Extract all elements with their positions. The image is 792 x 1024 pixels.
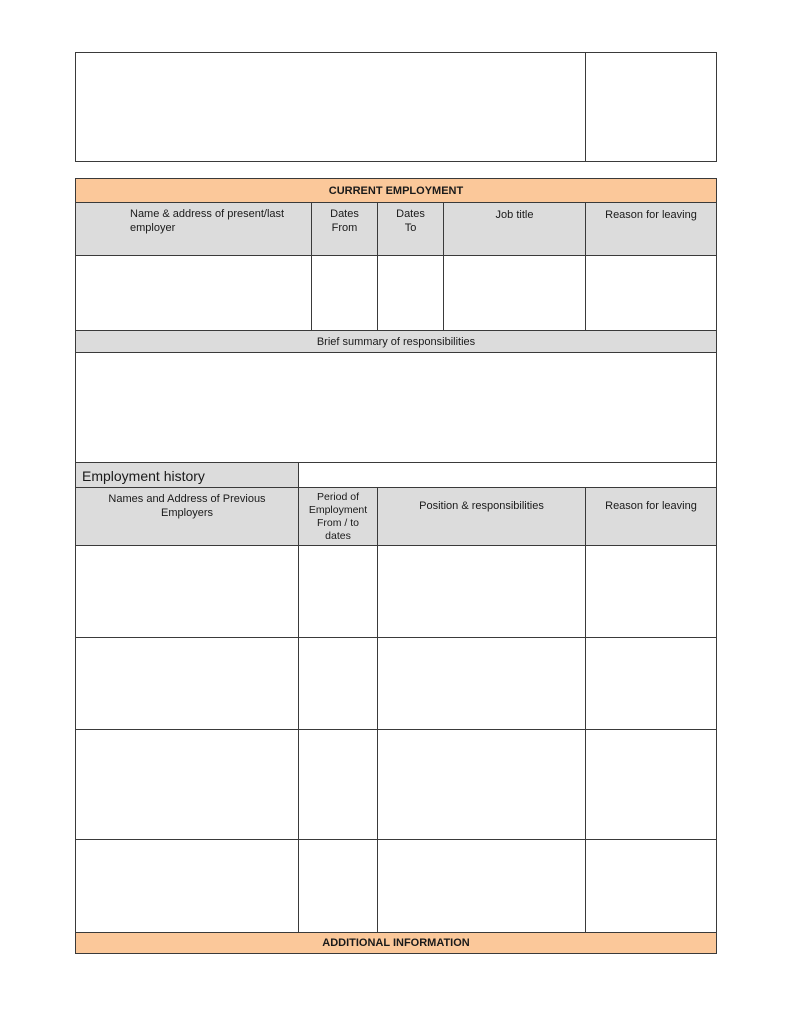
summary-label: Brief summary of responsibilities bbox=[75, 330, 717, 353]
history-row-1-employer[interactable] bbox=[75, 545, 299, 638]
history-row-2-reason[interactable] bbox=[585, 637, 717, 730]
header-job-title: Job title bbox=[443, 202, 586, 256]
history-header-period: Period of Employment From / to dates bbox=[298, 487, 378, 546]
history-header-reason: Reason for leaving bbox=[585, 487, 717, 546]
additional-information-heading: ADDITIONAL INFORMATION bbox=[75, 932, 717, 954]
top-info-side-box bbox=[585, 52, 717, 162]
history-row-3-position[interactable] bbox=[377, 729, 586, 840]
history-row-3-period[interactable] bbox=[298, 729, 378, 840]
history-row-4-position[interactable] bbox=[377, 839, 586, 933]
history-row-2-position[interactable] bbox=[377, 637, 586, 730]
history-row-2-period[interactable] bbox=[298, 637, 378, 730]
current-reason-field[interactable] bbox=[585, 255, 717, 331]
current-employer-field[interactable] bbox=[75, 255, 312, 331]
summary-field[interactable] bbox=[75, 352, 717, 463]
history-row-1-position[interactable] bbox=[377, 545, 586, 638]
history-row-2-employer[interactable] bbox=[75, 637, 299, 730]
history-row-4-reason[interactable] bbox=[585, 839, 717, 933]
history-row-3-employer[interactable] bbox=[75, 729, 299, 840]
current-date-from-field[interactable] bbox=[311, 255, 378, 331]
header-employer: Name & address of present/last employer bbox=[75, 202, 312, 256]
employment-history-heading-spacer bbox=[298, 462, 717, 488]
top-info-box bbox=[75, 52, 586, 162]
current-job-title-field[interactable] bbox=[443, 255, 586, 331]
history-header-position: Position & responsibilities bbox=[377, 487, 586, 546]
header-dates-to: Dates To bbox=[377, 202, 444, 256]
employment-history-heading: Employment history bbox=[75, 462, 299, 488]
header-reason-for-leaving: Reason for leaving bbox=[585, 202, 717, 256]
current-employment-heading: CURRENT EMPLOYMENT bbox=[75, 178, 717, 203]
header-dates-from: Dates From bbox=[311, 202, 378, 256]
history-row-4-period[interactable] bbox=[298, 839, 378, 933]
history-row-1-period[interactable] bbox=[298, 545, 378, 638]
history-header-employers: Names and Address of Previous Employers bbox=[75, 487, 299, 546]
history-row-3-reason[interactable] bbox=[585, 729, 717, 840]
history-row-4-employer[interactable] bbox=[75, 839, 299, 933]
current-date-to-field[interactable] bbox=[377, 255, 444, 331]
history-row-1-reason[interactable] bbox=[585, 545, 717, 638]
